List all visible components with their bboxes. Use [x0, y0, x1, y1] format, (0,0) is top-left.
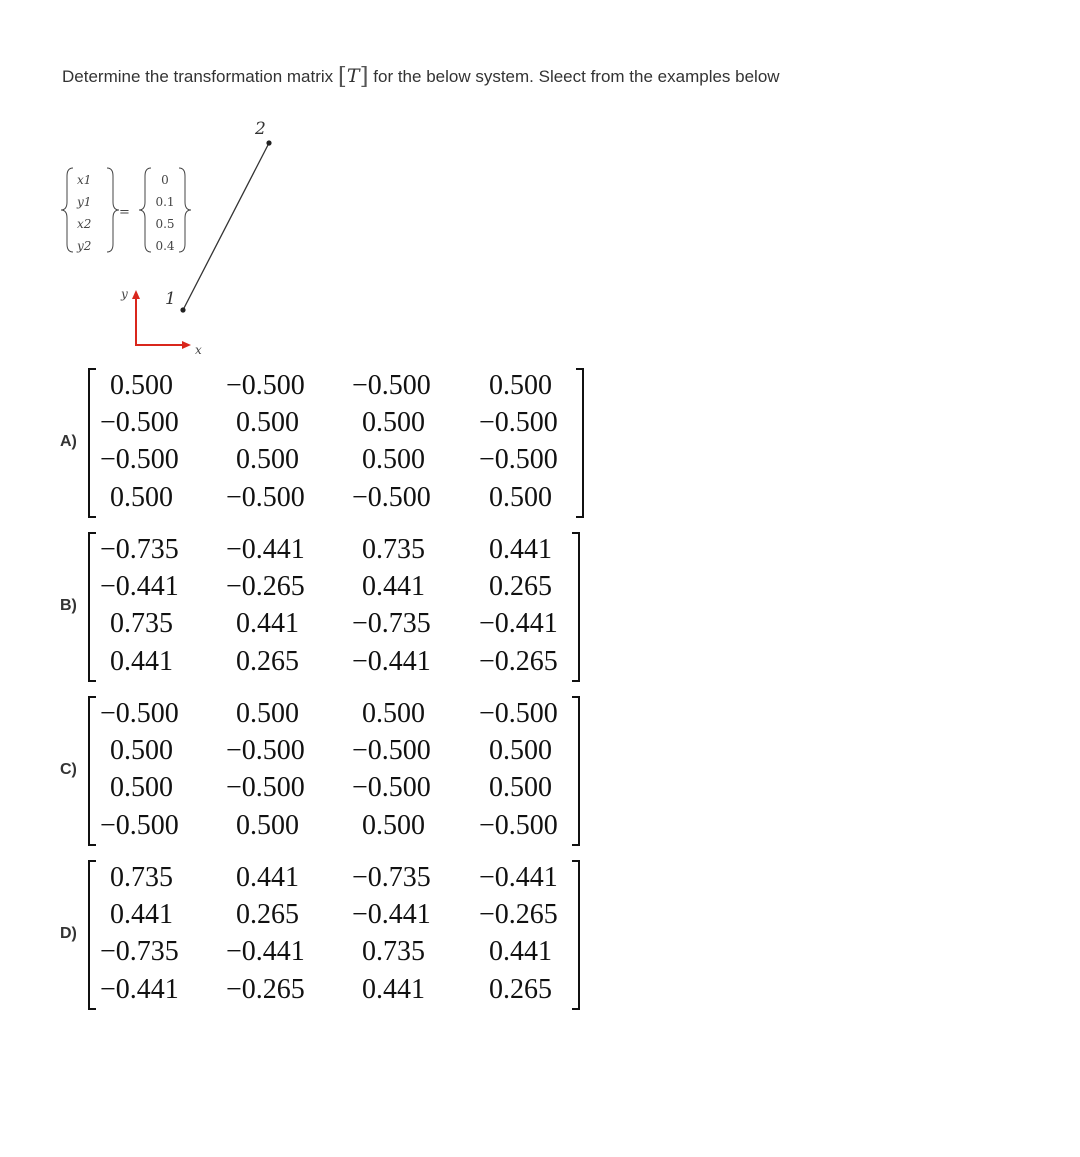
matrix-cell: −0.441	[479, 862, 558, 893]
matrix-cell: 0.265	[236, 646, 299, 677]
matrix-cell: −0.500	[479, 407, 558, 438]
matrix-cell: −0.735	[100, 534, 179, 565]
matrix-cell: 0.500	[236, 407, 299, 438]
matrix-cell: −0.500	[479, 444, 558, 475]
matrix-cell: 0.500	[362, 698, 425, 729]
matrix-cell: 0.441	[110, 646, 173, 677]
matrix-cell: 0.500	[236, 810, 299, 841]
matrix-cell: −0.500	[479, 698, 558, 729]
matrix-cell: −0.500	[352, 772, 431, 803]
question-prefix: Determine the transformation matrix	[62, 67, 338, 86]
matrix-cell: 0.500	[110, 735, 173, 766]
matrix-bracket-right	[572, 696, 580, 846]
matrix-bracket-left	[88, 860, 96, 1010]
y-axis-arrow-icon	[132, 290, 140, 299]
matrix-cell: 0.735	[362, 936, 425, 967]
matrix-cell: −0.441	[352, 646, 431, 677]
matrix-cell: −0.500	[226, 482, 305, 513]
matrix-cell: −0.500	[100, 407, 179, 438]
matrix-cell: 0.441	[489, 534, 552, 565]
matrix-cell: −0.265	[479, 899, 558, 930]
matrix-cell: −0.441	[100, 571, 179, 602]
question-suffix: for the below system. Sleect from the examples below	[368, 67, 780, 86]
matrix-cell: −0.441	[226, 936, 305, 967]
matrix-cell: −0.441	[352, 899, 431, 930]
node-2-label: 2	[255, 119, 266, 139]
matrix-cell: −0.441	[226, 534, 305, 565]
matrix-bracket-right	[572, 532, 580, 682]
matrix-cell: 0.441	[236, 608, 299, 639]
x-axis-arrow-icon	[182, 341, 191, 349]
matrix-cell: −0.500	[226, 370, 305, 401]
matrix-cell: 0.735	[110, 608, 173, 639]
matrix-cell: −0.441	[479, 608, 558, 639]
matrix-cell: 0.500	[362, 444, 425, 475]
axis-x-label: x	[195, 343, 202, 357]
question-text	[62, 64, 780, 89]
option-a-label: A)	[60, 433, 77, 450]
matrix-cell: 0.265	[489, 571, 552, 602]
matrix-cell: 0.500	[489, 370, 552, 401]
matrix-cell: −0.500	[226, 735, 305, 766]
matrix-cell: −0.500	[479, 810, 558, 841]
option-c-label: C)	[60, 761, 77, 778]
vector-lhs-y1: y1	[77, 195, 92, 209]
matrix-cell: 0.500	[489, 772, 552, 803]
lhs-right-brace	[107, 168, 119, 252]
node-1-label: 1	[165, 289, 176, 309]
vector-lhs-x2: x2	[77, 217, 92, 231]
matrix-cell: 0.500	[362, 810, 425, 841]
matrix-cell: −0.500	[226, 772, 305, 803]
rhs-right-brace	[179, 168, 191, 252]
matrix-cell: −0.735	[352, 608, 431, 639]
matrix-cell: 0.500	[489, 735, 552, 766]
matrix-bracket-left	[88, 532, 96, 682]
matrix-symbol: T	[346, 65, 360, 87]
matrix-cell: −0.500	[100, 810, 179, 841]
matrix-cell: −0.265	[226, 571, 305, 602]
matrix-cell: 0.441	[362, 974, 425, 1005]
lhs-left-brace	[61, 168, 73, 252]
matrix-cell: −0.265	[226, 974, 305, 1005]
matrix-cell: 0.735	[362, 534, 425, 565]
matrix-bracket-left	[88, 696, 96, 846]
option-d-label: D)	[60, 925, 77, 942]
matrix-cell: −0.265	[479, 646, 558, 677]
matrix-cell: 0.441	[236, 862, 299, 893]
vector-rhs-3: 0.4	[155, 239, 175, 253]
matrix-cell: 0.500	[110, 482, 173, 513]
matrix-bracket-right	[576, 368, 584, 518]
matrix-cell: −0.735	[100, 936, 179, 967]
matrix-cell: 0.500	[110, 772, 173, 803]
matrix-cell: 0.500	[362, 407, 425, 438]
matrix-cell: −0.735	[352, 862, 431, 893]
matrix-cell: 0.500	[236, 444, 299, 475]
vector-lhs-y2: y2	[77, 239, 92, 253]
equals-sign: =	[119, 205, 130, 220]
matrix-cell: −0.441	[100, 974, 179, 1005]
matrix-bracket-right	[572, 860, 580, 1010]
matrix-cell: 0.441	[362, 571, 425, 602]
vector-rhs-2: 0.5	[155, 217, 175, 231]
node-2-dot	[266, 140, 271, 145]
bracket-close: ]	[359, 64, 369, 90]
matrix-cell: 0.735	[110, 862, 173, 893]
matrix-cell: 0.441	[489, 936, 552, 967]
matrix-cell: 0.500	[489, 482, 552, 513]
bracket-open: [	[337, 64, 347, 90]
vector-lhs-x1: x1	[77, 173, 92, 187]
element-line	[183, 143, 269, 310]
matrix-cell: 0.265	[236, 899, 299, 930]
axis-y-label: y	[121, 287, 128, 301]
matrix-cell: 0.441	[110, 899, 173, 930]
option-b-label: B)	[60, 597, 77, 614]
rhs-left-brace	[139, 168, 151, 252]
matrix-cell: −0.500	[100, 444, 179, 475]
matrix-cell: 0.500	[110, 370, 173, 401]
vector-rhs-1: 0.1	[155, 195, 175, 209]
matrix-cell: 0.265	[489, 974, 552, 1005]
matrix-cell: −0.500	[352, 370, 431, 401]
vector-rhs-0: 0	[161, 173, 169, 187]
matrix-cell: −0.500	[352, 735, 431, 766]
matrix-cell: −0.500	[352, 482, 431, 513]
matrix-cell: 0.500	[236, 698, 299, 729]
matrix-bracket-left	[88, 368, 96, 518]
system-figure	[55, 110, 295, 360]
matrix-cell: −0.500	[100, 698, 179, 729]
node-1-dot	[180, 307, 185, 312]
